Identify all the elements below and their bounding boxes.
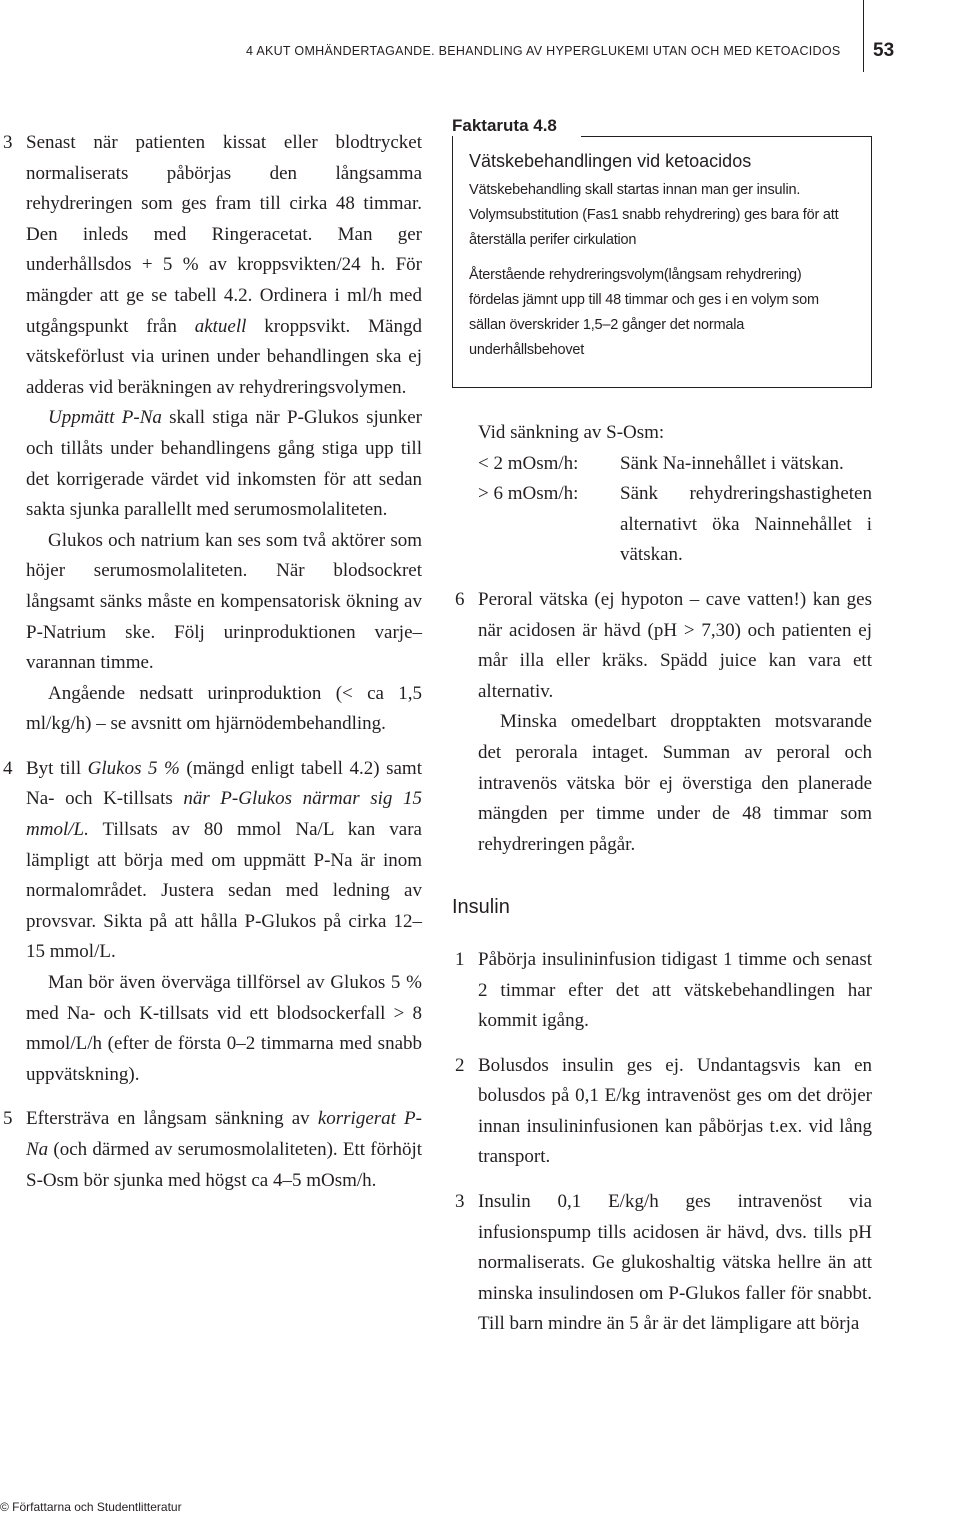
right-column	[452, 116, 872, 1354]
paragraph: Man bör även överväga tillförsel av Glukos 5 % med Na- och K-tillsats vid ett blodsockerfall > 8 mmol/L/h (efter de första 0–2 timmarna med snabb uppvätskning).	[26, 972, 422, 1085]
list-item-6	[452, 585, 872, 860]
left-column	[0, 128, 422, 1210]
footer-copyright: © Författarna och Studentlitteratur	[0, 1500, 182, 1514]
fact-box-paragraph: Vätskebehandling skall startas innan man ger insulin. Volymsubstitution (Fas1 snabb rehydrering) ges bara för att återställa perifer cirkulation	[469, 182, 839, 248]
item-number: 2	[455, 1054, 465, 1076]
s-osm-block	[452, 418, 872, 571]
paragraph: Påbörja insulininfusion tidigast 1 timme och senast 2 timmar efter det att vätskebehandlingen har kommit igång.	[478, 948, 872, 1032]
paragraph: Minska omedelbart dropptakten motsvarande det perorala intaget. Summan av peroral och intravenös vätska bör ej överstiga den planerade mängden per timme under de 48 timmar som rehydreringen pågår.	[478, 711, 872, 855]
paragraph: Peroral vätska (ej hypoton – cave vatten!) kan ges när acidosen är hävd (pH > 7,30) och patienten ej mår illa eller kräks. Spädd juice kan vara ett alternativ.	[478, 588, 872, 702]
fact-box-title: Vätskebehandlingen vid ketoacidos	[469, 151, 752, 171]
s-osm-row	[478, 479, 872, 571]
header-divider	[863, 0, 864, 72]
fact-box	[452, 116, 872, 388]
page-header	[0, 0, 960, 100]
paragraph: Insulin 0,1 E/kg/h ges intravenöst via infusionspump tills acidosen är hävd, dvs. tills pH normaliserats. Ge glukoshaltig vätska hellre än att minska insulindosen om P-Glukos faller för snabbt. Till barn mindre än 5 år är det lämpligare att börja	[478, 1191, 872, 1335]
insulin-item-3	[452, 1187, 872, 1340]
paragraph: Byt till Glukos 5 % (mängd enligt tabell 4.2) samt Na- och K-tillsats när P-Glukos närmar sig 15 mmol/L. Tillsats av 80 mmol Na/L kan vara lämpligt att börja med om uppmätt P-Na är inom normalområdet. Justera sedan med ledning av provsvar. Sikta på att hålla P-Glukos på cirka 12–15 mmol/L.	[26, 757, 422, 963]
paragraph: Senast när patienten kissat eller blodtrycket normaliserats påbörjas den långsamma rehydreringen som ges fram till cirka 48 timmar. Den inleds med Ringeracetat. Man ger underhållsdos + 5 % av kroppsvikten/24 h. För mängder att ge se tabell 4.2. Ordinera i ml/h med utgångspunkt från aktuell kroppsvikt. Mängd vätskeförlust via urinen under behandlingen ska ej adderas vid beräkningen av rehydreringsvolymen.	[26, 132, 422, 398]
insulin-item-1	[452, 945, 872, 1037]
item-number: 3	[3, 132, 13, 153]
paragraph: Bolusdos insulin ges ej. Undantagsvis kan en bolusdos på 0,1 E/kg intravenöst ges om det dröjer innan insulininfusionen kan påbörjas t.ex. vid lång transport.	[478, 1054, 872, 1168]
item-number: 4	[3, 757, 13, 779]
section-heading-insulin: Insulin	[452, 896, 510, 919]
s-osm-value: Sänk rehydreringshastigheten alternativt öka Nainnehållet i vätskan.	[620, 483, 872, 566]
paragraph: Angående nedsatt urinproduktion (< ca 1,5 ml/kg/h) – se avsnitt om hjärnödembehandling.	[26, 682, 422, 735]
fact-box-label: Faktaruta 4.8	[452, 116, 565, 136]
list-item-5	[0, 1104, 422, 1196]
list-item-4	[0, 754, 422, 1091]
insulin-item-2	[452, 1051, 872, 1173]
fact-box-paragraph: Återstående rehydreringsvolym(långsam rehydrering) fördelas jämnt upp till 48 timmar och ges i en volym som sällan överskrider 1,5–2 gånger det normala underhållsbehovet	[469, 267, 819, 358]
paragraph: Eftersträva en långsam sänkning av korrigerat P-Na (och därmed av serumosmolaliteten). Ett förhöjt S-Osm bör sjunka med högst ca 4–5 mOsm/h.	[26, 1108, 422, 1191]
page-number: 53	[873, 40, 895, 61]
item-number: 6	[455, 588, 465, 610]
s-osm-key: > 6 mOsm/h:	[478, 483, 579, 505]
item-number: 1	[455, 948, 465, 970]
paragraph: Uppmätt P-Na skall stiga när P-Glukos sjunker och tillåts under behandlingens gång stiga upp till det korrigerade värdet vid inkomsten för att sedan sakta sjunka parallellt med serumosmolaliteten.	[26, 407, 422, 521]
item-number: 3	[455, 1191, 465, 1213]
s-osm-heading: Vid sänkning av S-Osm:	[478, 422, 665, 443]
paragraph: Glukos och natrium kan ses som två aktörer som höjer serumosmolaliteten. När blodsockret långsamt sänks måste en kompensatorisk ökning av P-Natrium ske. Följ urinproduktionen varje–varannan timme.	[26, 529, 422, 674]
fact-box-top-rule	[581, 136, 872, 137]
item-number: 5	[3, 1108, 13, 1130]
s-osm-key: < 2 mOsm/h:	[478, 452, 579, 474]
s-osm-value: Sänk Na-innehållet i vätskan.	[620, 452, 844, 474]
running-head: 4 AKUT OMHÄNDERTAGANDE. BEHANDLING AV HYPERGLUKEMI UTAN OCH MED KETOACIDOS	[246, 44, 841, 58]
list-item-3	[0, 128, 422, 740]
s-osm-row	[478, 449, 872, 480]
